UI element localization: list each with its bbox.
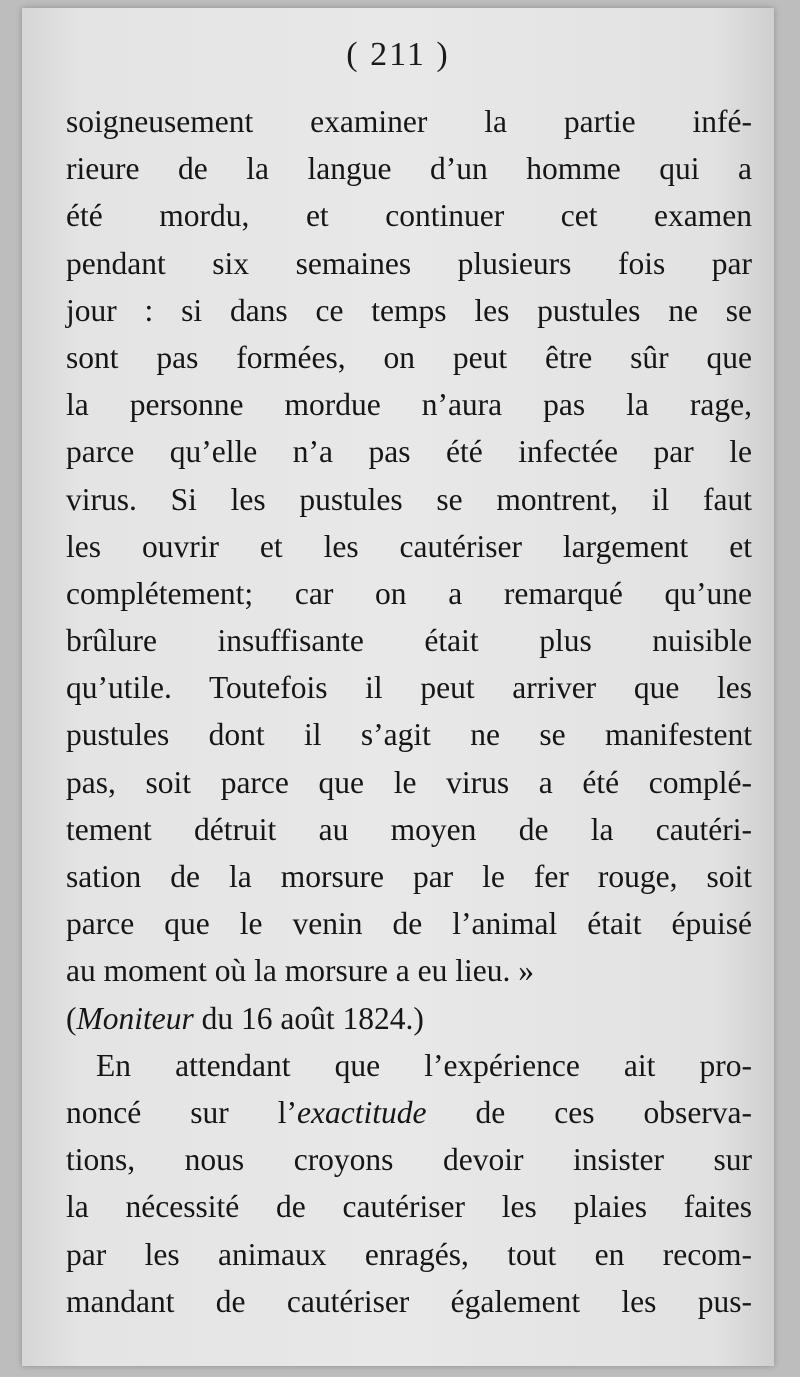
text-line [66,1136,752,1183]
text-line [66,1183,752,1230]
text-line [66,711,752,758]
text-line [66,523,752,570]
text-line [66,428,752,475]
text-segment: tions, nous croyons devoir insister sur [66,1142,752,1178]
text-line [66,98,752,145]
text-line [66,476,752,523]
text-line [66,806,752,853]
text-line [66,240,752,287]
text-line [66,381,752,428]
text-line [66,192,752,239]
text-line [66,334,752,381]
text-line [66,1042,752,1089]
text-segment: mandant de cautériser également les pus- [66,1283,752,1319]
text-segment: du 16 août 1824.) [193,1000,424,1036]
text-segment: la nécessité de cautériser les plaies faites [66,1189,752,1225]
text-segment: jour : si dans ce temps les pustules ne se [66,292,752,328]
book-page [22,8,774,1366]
text-line [66,900,752,947]
text-line [66,995,752,1042]
text-segment: brûlure insuffisante était plus nuisible [66,623,752,659]
text-line [66,664,752,711]
text-segment: au moment où la morsure a eu lieu. » [66,953,534,989]
text-segment: soigneusement examiner la partie infé- [66,104,752,139]
body-text [66,98,752,1325]
text-line [66,947,752,994]
text-segment: En attendant que l’expérience ait pro- [96,1047,752,1083]
text-line [66,617,752,664]
text-line [66,1278,752,1325]
text-segment: noncé sur l’ [66,1094,298,1130]
text-segment: virus. Si les pustules se montrent, il faut [66,481,752,517]
text-line [66,145,752,192]
text-line [66,287,752,334]
text-segment: ( [66,1000,77,1036]
page-number: ( 211 ) [346,36,450,73]
text-line [66,853,752,900]
text-segment: rieure de la langue d’un homme qui a [66,151,752,187]
text-segment: tement détruit au moyen de la cautéri- [66,811,752,847]
text-segment: complétement; car on a remarqué qu’une [66,575,752,611]
text-line [66,1089,752,1136]
text-segment: été mordu, et continuer cet examen [66,198,752,234]
text-segment: pas, soit parce que le virus a été complé- [66,764,752,800]
text-line [66,570,752,617]
text-segment: pendant six semaines plusieurs fois par [66,245,752,281]
text-segment: sont pas formées, on peut être sûr que [66,339,752,375]
text-segment: la personne mordue n’aura pas la rage, [66,387,752,423]
text-segment: sation de la morsure par le fer rouge, soit [66,859,752,894]
text-line [66,759,752,806]
text-segment: de ces observa- [426,1094,753,1130]
italic-text: Moniteur [76,1000,194,1036]
italic-text: exactitude [297,1094,427,1130]
text-segment: les ouvrir et les cautériser largement et [66,528,752,564]
text-segment: pustules dont il s’agit ne se manifestent [66,717,752,753]
text-segment: parce que le venin de l’animal était épuisé [66,906,752,942]
text-segment: parce qu’elle n’a pas été infectée par le [66,434,752,470]
text-segment: qu’utile. Toutefois il peut arriver que les [66,670,752,706]
text-segment: par les animaux enragés, tout en recom- [66,1236,752,1272]
text-line [66,1231,752,1278]
